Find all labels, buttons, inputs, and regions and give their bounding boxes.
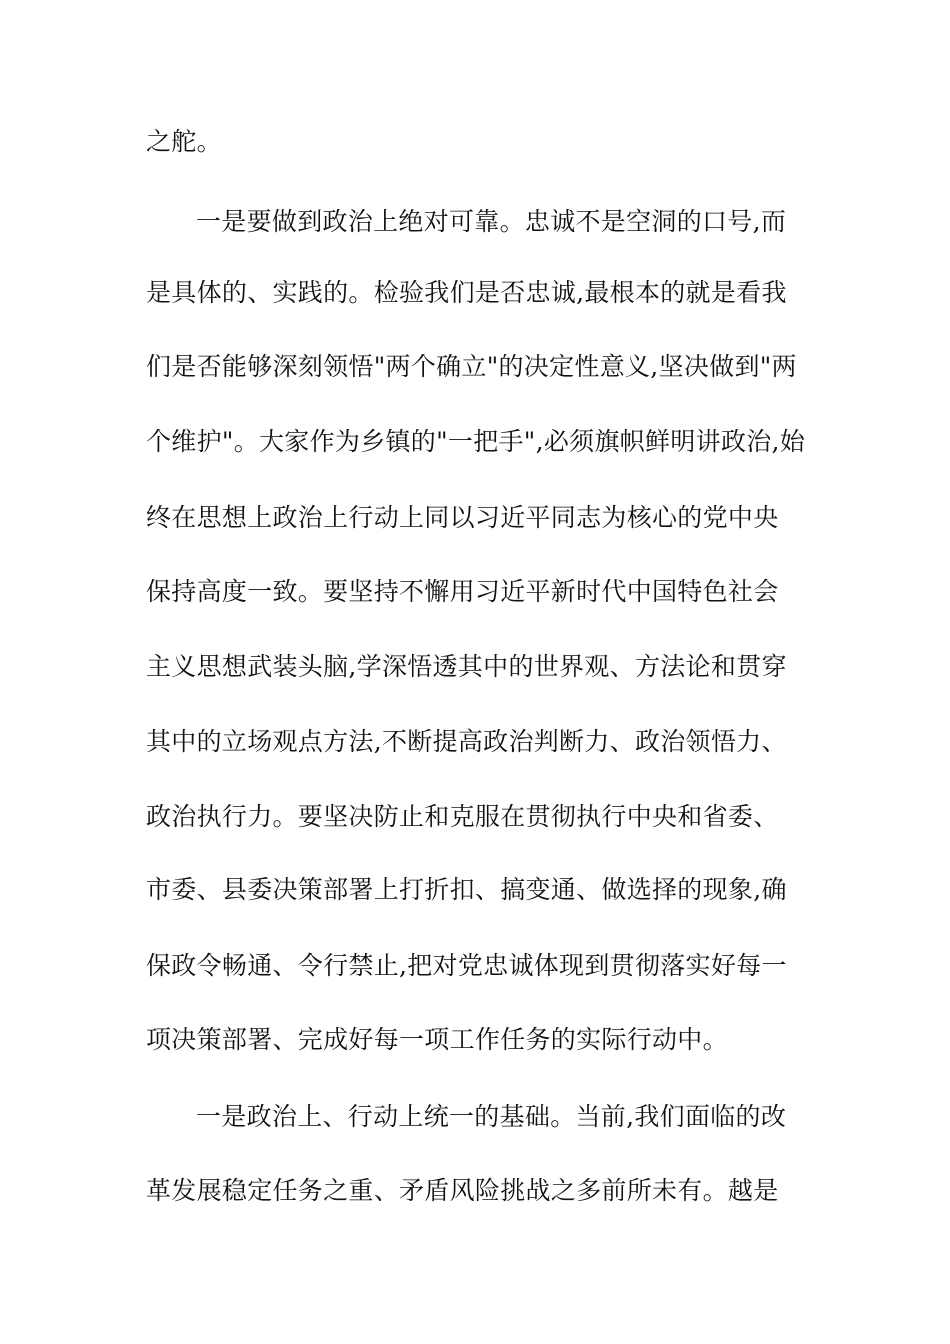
text-line: 终在思想上政治上行动上同以习近平同志为核心的党中央 [146,503,779,532]
paragraph-start-line: 一是政治上、行动上统一的基础。当前,我们面临的改 [196,1102,787,1131]
text-line: 个维护"。大家作为乡镇的"一把手",必须旗帜鲜明讲政治,始 [146,427,806,456]
text-line: 其中的立场观点方法,不断提高政治判断力、政治领悟力、 [146,727,787,756]
text-line: 们是否能够深刻领悟"两个确立"的决定性意义,坚决做到"两 [146,352,797,381]
text-line: 政治执行力。要坚决防止和克服在贯彻执行中央和省委、 [146,802,779,831]
text-line: 市委、县委决策部署上打折扣、搞变通、做选择的现象,确 [146,875,787,904]
text-line: 是具体的、实践的。检验我们是否忠诚,最根本的就是看我 [146,278,787,307]
text-line: 主义思想武装头脑,学深悟透其中的世界观、方法论和贯穿 [146,652,787,681]
text-line: 保持高度一致。要坚持不懈用习近平新时代中国特色社会 [146,577,779,606]
text-line: 保政令畅通、令行禁止,把对党忠诚体现到贯彻落实好每一 [146,951,787,980]
paragraph-start-line: 一是要做到政治上绝对可靠。忠诚不是空洞的口号,而 [196,207,787,236]
text-line: 之舵。 [146,127,222,156]
text-line: 革发展稳定任务之重、矛盾风险挑战之多前所未有。越是 [146,1176,779,1205]
text-line: 项决策部署、完成好每一项工作任务的实际行动中。 [146,1025,728,1054]
